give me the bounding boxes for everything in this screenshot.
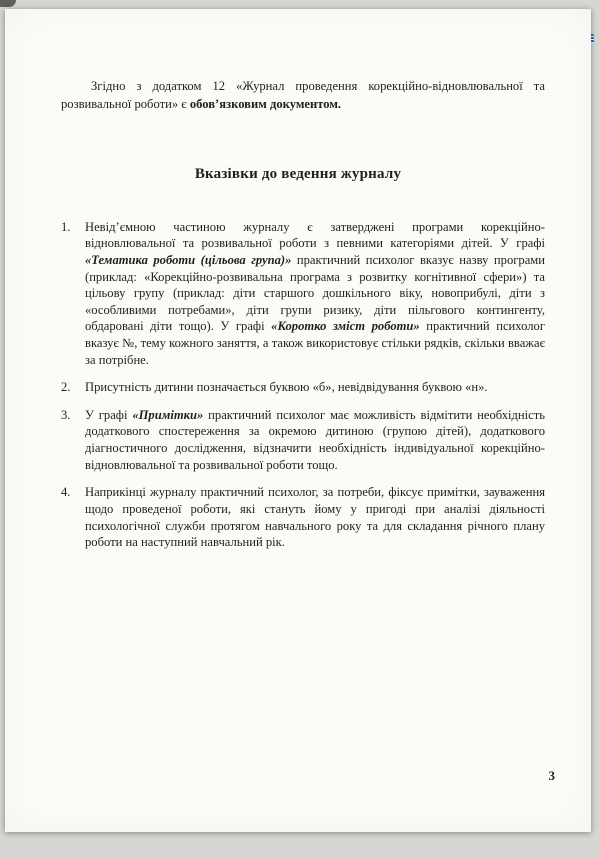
instruction-list [61,219,545,551]
text-segment: Невід’ємною частиною журналу є затверджені програми корекційно-відновлювальної та розвивальної роботи з певними категоріями дітей. У графі [85,219,545,251]
list-item-text [85,379,545,396]
list-item [61,484,545,550]
text-segment: Присутність дитини позначається буквою «б», невідвідування буквою «н». [85,380,488,395]
emphasis-term: «Коротко зміст роботи» [271,319,420,334]
emphasis-term: «Тематика роботи (цільова група)» [85,252,292,267]
emphasis-term: «Примітки» [132,407,204,422]
text-segment: практичний психолог вказує №, тему кожного заняття, а також використовує стільки рядків, скільки вважає за потрібне. [85,319,545,367]
list-item-text [85,484,545,550]
list-item-number: 2. [61,380,71,395]
list-item-number: 1. [61,219,71,234]
list-item [61,379,545,396]
intro-paragraph [61,77,545,114]
intro-text: Згідно з додатком 12 «Журнал проведення корекційно-відновлювальної та розвивальної роботи» є [61,79,545,112]
text-segment: практичний психолог вказує назву програми (приклад: «Корекційно-розвивальна програма з розвитку когнітивної сфери») та цільову групу (приклад: діти старшого дошкільного віку, новоприбулі, діти з «особливими потребами», діти групи ризику, діти пільгового контингенту, обдаровані діти тощо). У графі [85,252,546,334]
list-item-number: 3. [61,407,71,422]
text-segment: практичний психолог має можливість відмітити необхідність додаткового спостереження за окремою дитиною (групою дітей), додаткового діагностичного дослідження, відзначити необхідність індивідуальної корекційно-відновлювальної та розвивальної роботи тощо. [85,407,545,472]
list-item-text [85,219,545,368]
page-title: Вказівки до ведення журналу [194,165,402,182]
page-number: 3 [548,768,555,783]
list-item-text [85,407,545,473]
list-item-number: 4. [61,485,71,500]
list-item [61,219,545,368]
text-segment: У графі [85,407,133,422]
text-segment: Наприкінці журналу практичний психолог, за потреби, фіксує примітки, зауваження щодо проведеної роботи, які стануть йому у пригоді при аналізі діяльності психологічної служби протягом навчального року та для складання річного плану роботи на наступний навчальний рік. [85,485,545,550]
scan-corner-artifact [0,0,16,7]
list-item [61,407,545,473]
document-page [5,9,591,832]
intro-bold-text: обов’язковим документом. [189,97,342,112]
